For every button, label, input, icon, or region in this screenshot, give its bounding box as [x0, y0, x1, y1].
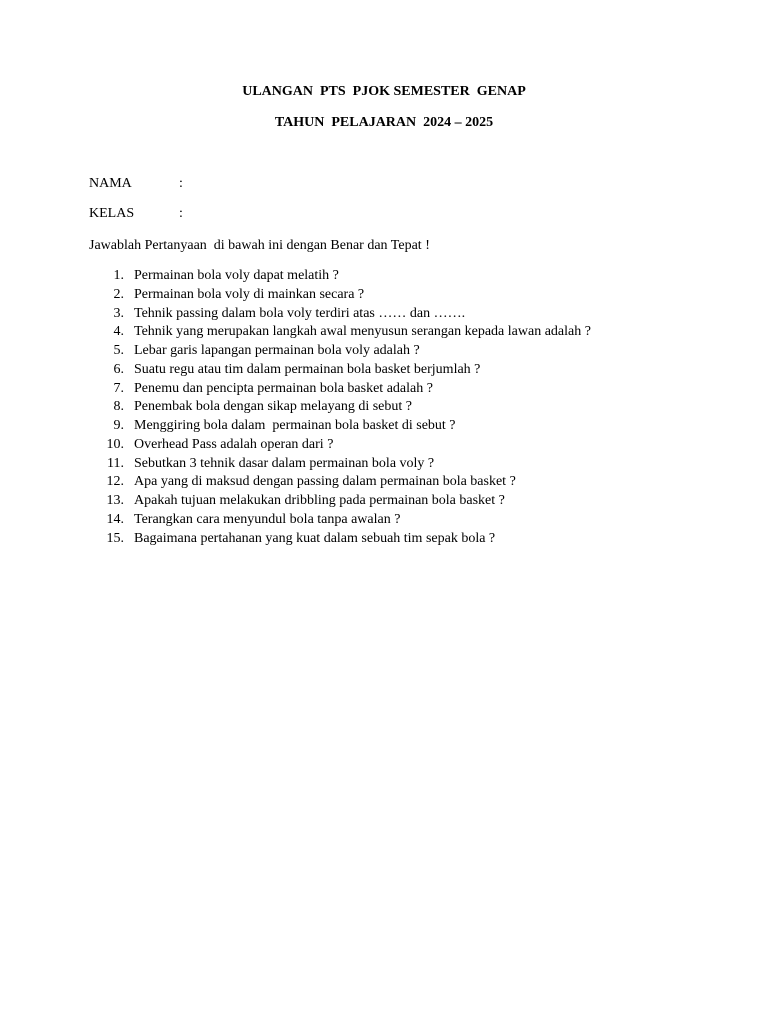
name-field — [89, 176, 183, 192]
name-label: NAMA — [89, 176, 132, 191]
question-text: Tehnik yang merupakan langkah awal menyusun serangan kepada lawan adalah ? — [134, 324, 591, 340]
question-text: Permainan bola voly di mainkan secara ? — [134, 286, 365, 302]
question-text: Apakah tujuan melakukan dribbling pada permainan bola basket ? — [134, 493, 505, 508]
document-title: ULANGAN PTS PJOK SEMESTER GENAP — [242, 84, 526, 99]
question-number: 10. — [106, 436, 124, 452]
question-text: Overhead Pass adalah operan dari ? — [134, 436, 334, 452]
question-text: Lebar garis lapangan permainan bola voly adalah ? — [134, 343, 420, 358]
question-number: 4. — [113, 324, 124, 340]
question-text: Suatu regu atau tim dalam permainan bola basket berjumlah ? — [134, 361, 481, 377]
question-text: Penemu dan pencipta permainan bola basket adalah ? — [134, 380, 433, 396]
class-label: KELAS — [89, 206, 135, 221]
question-number: 11. — [107, 455, 124, 471]
instruction-text: Jawablah Pertanyaan di bawah ini dengan Benar dan Tepat ! — [89, 238, 430, 253]
question-number: 8. — [113, 399, 124, 415]
question-text: Apa yang di maksud dengan passing dalam permainan bola basket ? — [134, 474, 516, 490]
question-text: Sebutkan 3 tehnik dasar dalam permainan bola voly ? — [134, 455, 435, 471]
question-number: 13. — [106, 493, 124, 508]
document-subtitle: TAHUN PELAJARAN 2024 – 2025 — [274, 115, 494, 130]
question-text: Tehnik passing dalam bola voly terdiri atas …… dan ……. — [134, 305, 466, 321]
name-colon: : — [179, 176, 183, 191]
class-field — [89, 206, 183, 222]
question-number: 6. — [113, 361, 124, 377]
question-number: 15. — [106, 530, 124, 546]
question-text: Menggiring bola dalam permainan bola basket di sebut ? — [134, 418, 456, 433]
question-number: 14. — [106, 511, 124, 527]
question-text: Penembak bola dengan sikap melayang di sebut ? — [134, 399, 412, 415]
class-colon: : — [179, 206, 183, 221]
question-text: Terangkan cara menyundul bola tanpa awalan ? — [134, 511, 401, 527]
question-number: 3. — [113, 305, 124, 321]
question-number: 1. — [113, 268, 124, 283]
question-number: 7. — [113, 380, 124, 396]
question-number: 12. — [106, 474, 124, 490]
question-number: 9. — [113, 418, 124, 433]
question-number: 5. — [113, 343, 124, 358]
question-text: Permainan bola voly dapat melatih ? — [134, 268, 339, 283]
question-text: Bagaimana pertahanan yang kuat dalam sebuah tim sepak bola ? — [134, 530, 496, 546]
question-number: 2. — [113, 286, 124, 302]
